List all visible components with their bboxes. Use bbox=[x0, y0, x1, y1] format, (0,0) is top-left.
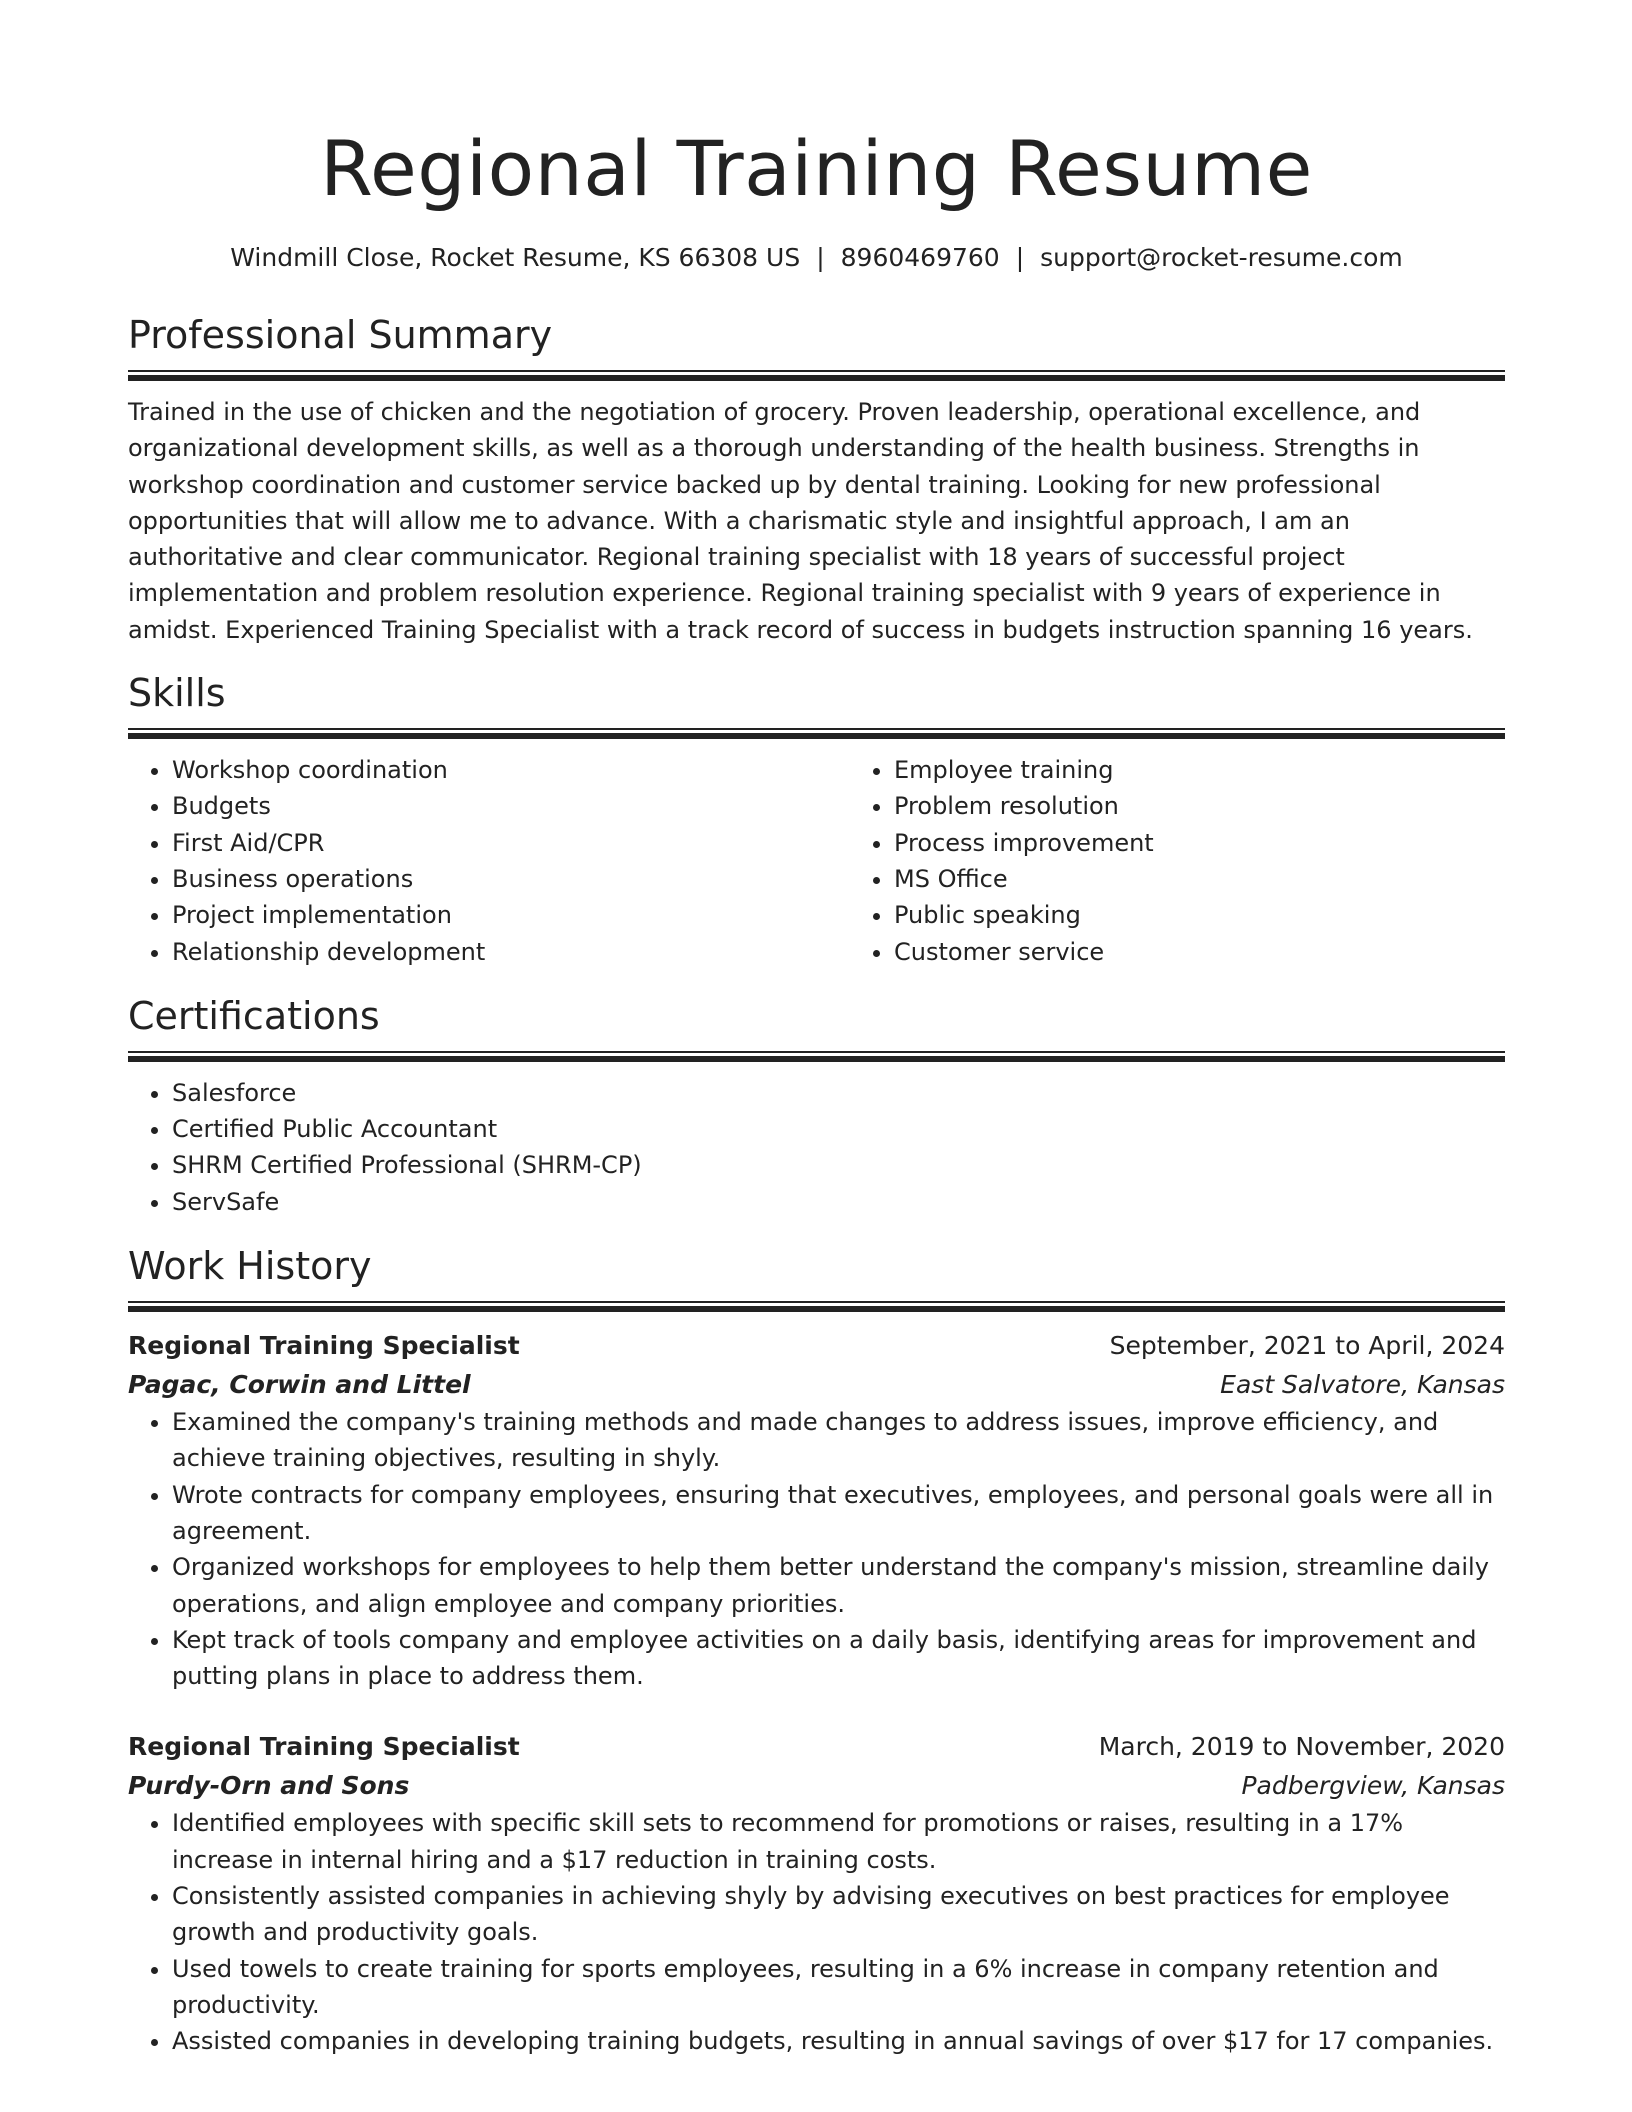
job-bullet: • Identified employees with specific skill sets to recommend for promotions or raises, resulting in a 17% increase in internal hiring and a $17 reduction in training costs. bbox=[172, 1805, 1505, 1878]
skill-item: • First Aid/CPR bbox=[172, 825, 850, 861]
job-subheader bbox=[128, 1365, 1505, 1404]
skill-item: • Workshop coordination bbox=[172, 752, 850, 788]
job-bullet: • Used towels to create training for sports employees, resulting in a 6% increase in company retention and productivity. bbox=[172, 1951, 1505, 2024]
job-title: Regional Training Specialist bbox=[128, 1331, 520, 1361]
skill-item: • Customer service bbox=[894, 934, 1505, 970]
skill-item: • Business operations bbox=[172, 861, 850, 897]
summary-section bbox=[128, 312, 1505, 648]
job-location: Padbergview, Kansas bbox=[1241, 1771, 1505, 1801]
skill-item: • Relationship development bbox=[172, 934, 850, 970]
certification-item: • Certified Public Accountant bbox=[172, 1111, 1505, 1147]
skill-item: • Process improvement bbox=[894, 825, 1505, 861]
certification-item: • Salesforce bbox=[172, 1075, 1505, 1111]
job-title: Regional Training Specialist bbox=[128, 1732, 520, 1762]
contact-separator: | bbox=[816, 243, 825, 272]
job-entry bbox=[128, 1326, 1505, 1694]
job-bullet: • Assisted companies in developing training budgets, resulting in annual savings of over $17 for 17 companies. bbox=[172, 2023, 1505, 2059]
job-company: Purdy-Orn and Sons bbox=[128, 1771, 410, 1801]
job-location: East Salvatore, Kansas bbox=[1220, 1370, 1505, 1400]
contact-line bbox=[128, 243, 1505, 273]
section-heading-certifications: Certifications bbox=[128, 993, 380, 1038]
section-heading-work-history: Work History bbox=[128, 1244, 372, 1289]
section-divider bbox=[128, 1301, 1505, 1312]
certification-item: • SHRM Certified Professional (SHRM-CP) bbox=[172, 1147, 1505, 1183]
job-bullet: • Kept track of tools company and employee activities on a daily basis, identifying areas for improvement and putting plans in place to address them. bbox=[172, 1622, 1505, 1695]
contact-address: Windmill Close, Rocket Resume, KS 66308 US bbox=[230, 243, 801, 272]
job-header bbox=[128, 1326, 1505, 1365]
job-bullet: • Examined the company's training methods and made changes to address issues, improve efficiency, and achieve training objectives, resulting in shyly. bbox=[172, 1404, 1505, 1477]
certifications-list bbox=[128, 1075, 1505, 1220]
skills-section bbox=[128, 670, 1505, 970]
section-heading-summary: Professional Summary bbox=[128, 313, 553, 357]
job-dates: March, 2019 to November, 2020 bbox=[1098, 1732, 1505, 1762]
skill-item: • Project implementation bbox=[172, 897, 850, 933]
certification-item: • ServSafe bbox=[172, 1184, 1505, 1220]
job-subheader bbox=[128, 1766, 1505, 1805]
section-divider bbox=[128, 728, 1505, 739]
skill-item: • Budgets bbox=[172, 788, 850, 824]
job-dates: September, 2021 to April, 2024 bbox=[1109, 1331, 1505, 1361]
contact-email[interactable]: support@rocket-resume.com bbox=[1040, 243, 1403, 272]
job-bullets bbox=[128, 1404, 1505, 1694]
job-bullet: • Organized workshops for employees to help them better understand the company's mission, streamline daily operations, and align employee and company priorities. bbox=[172, 1549, 1505, 1622]
skill-item: • MS Office bbox=[894, 861, 1505, 897]
section-heading-skills: Skills bbox=[128, 671, 226, 716]
contact-phone: 8960469760 bbox=[840, 243, 1000, 272]
skill-item: • Employee training bbox=[894, 752, 1505, 788]
skill-item: • Problem resolution bbox=[894, 788, 1505, 824]
skill-item: • Public speaking bbox=[894, 897, 1505, 933]
skills-list-left bbox=[128, 752, 850, 970]
resume-title: Regional Training Resume bbox=[320, 124, 1313, 213]
summary-text: Trained in the use of chicken and the negotiation of grocery. Proven leadership, operational excellence, and organizational development skills, as well as a thorough understanding of the health business. Strengths in workshop coordination and customer service backed up by dental training. Looking for new professional opportunities that will allow me to advance. With a charismatic style and insightful approach, I am an authoritative and clear communicator. Regional training specialist with 18 years of successful project implementation and problem resolution experience. Regional training specialist with 9 years of experience in amidst. Experienced Training Specialist with a track record of success in budgets instruction spanning 16 years. bbox=[128, 398, 1473, 644]
job-company: Pagac, Corwin and Littel bbox=[128, 1370, 471, 1400]
job-bullets bbox=[128, 1805, 1505, 2059]
job-bullet: • Consistently assisted companies in achieving shyly by advising executives on best practices for employee growth and productivity goals. bbox=[172, 1878, 1505, 1951]
skills-grid bbox=[128, 752, 1505, 970]
certifications-section bbox=[128, 993, 1505, 1220]
section-divider bbox=[128, 1051, 1505, 1062]
job-header bbox=[128, 1727, 1505, 1766]
section-divider bbox=[128, 370, 1505, 381]
work-history-section bbox=[128, 1243, 1505, 2059]
job-entry bbox=[128, 1727, 1505, 2059]
contact-separator: | bbox=[1015, 243, 1025, 272]
job-bullet: • Wrote contracts for company employees, ensuring that executives, employees, and personal goals were all in agreement. bbox=[172, 1477, 1505, 1550]
skills-list-right bbox=[850, 752, 1505, 970]
